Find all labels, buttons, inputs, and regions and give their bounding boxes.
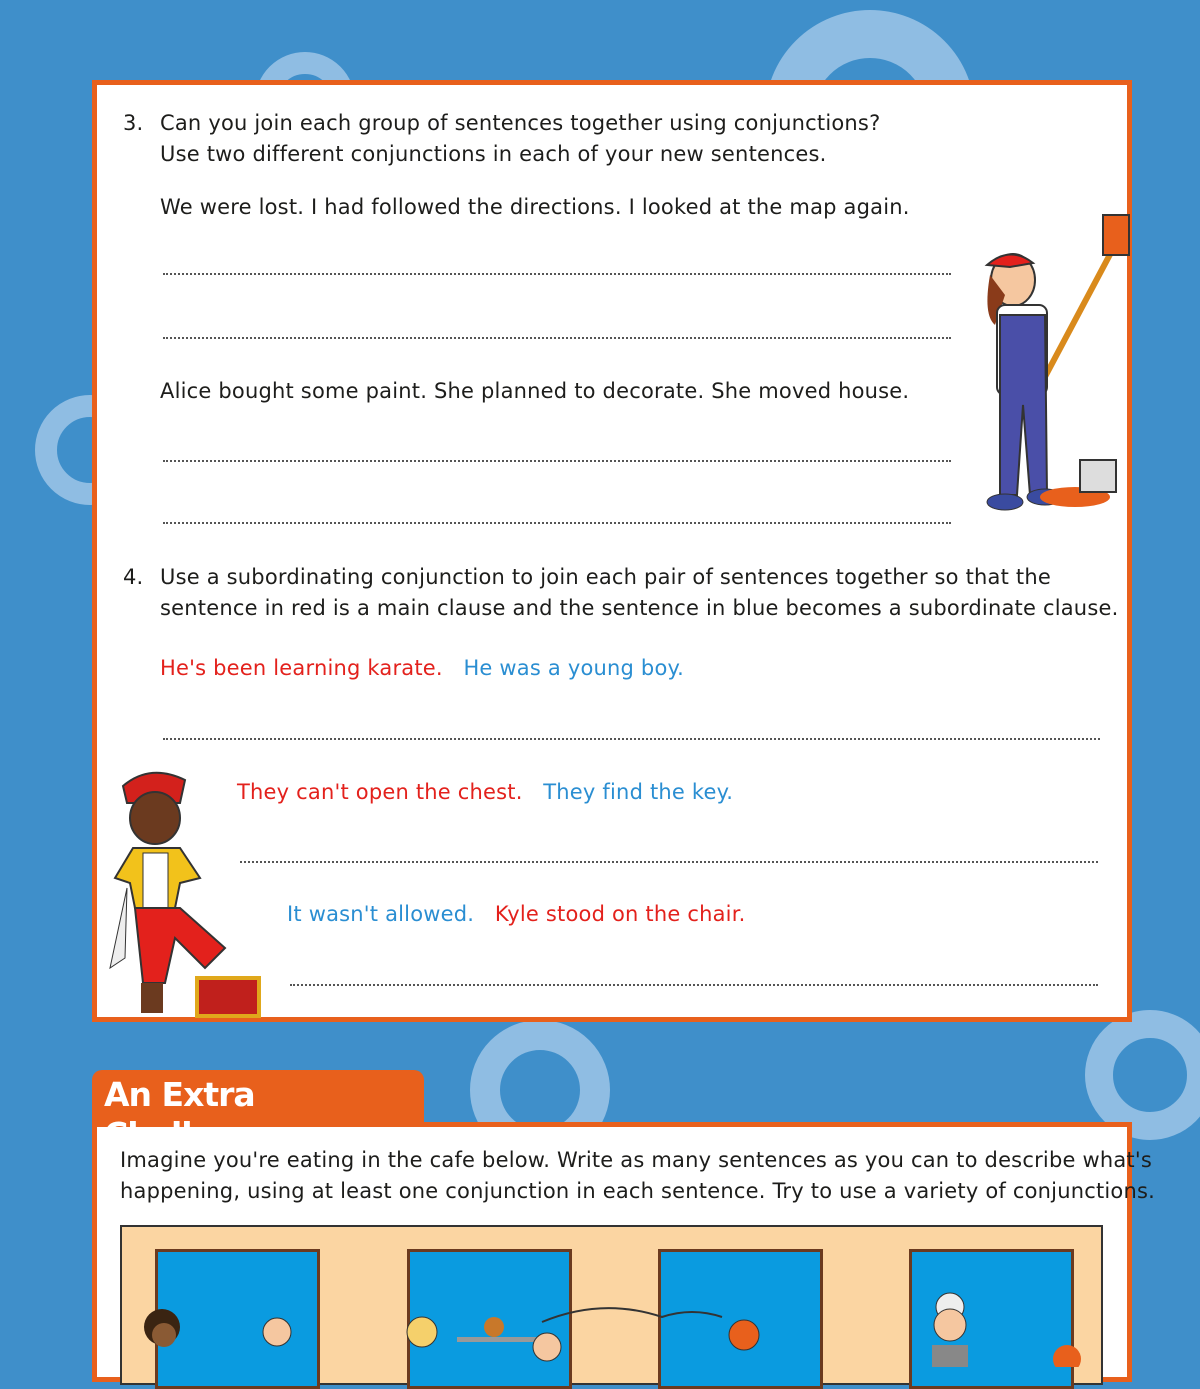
- subordinate-clause: He was a young boy.: [463, 656, 685, 680]
- cafe-characters: [122, 1227, 1105, 1367]
- answer-line[interactable]: [240, 861, 1098, 863]
- extra-challenge-title: An Extra Challenge: [104, 1075, 280, 1154]
- sentence-pair-3: [287, 902, 746, 926]
- sentence-pair-2: [237, 780, 733, 804]
- subordinate-clause: They find the key.: [543, 780, 734, 804]
- painter-illustration: [975, 205, 1130, 535]
- question-4-number: 4.: [123, 565, 144, 589]
- question-4-text: sentence in red is a main clause and the sentence in blue becomes a subordinate clause.: [160, 596, 1119, 620]
- main-clause: Kyle stood on the chair.: [494, 902, 746, 926]
- answer-line[interactable]: [163, 738, 1100, 740]
- question-3-text: Use two different conjunctions in each of your new sentences.: [160, 142, 827, 166]
- main-clause: They can't open the chest.: [237, 780, 523, 804]
- question-4-text: Use a subordinating conjunction to join each pair of sentences together so that the: [160, 565, 1051, 589]
- answer-line[interactable]: [163, 522, 951, 524]
- sentence-group-2: Alice bought some paint. She planned to decorate. She moved house.: [160, 379, 910, 403]
- main-clause: He's been learning karate.: [160, 656, 443, 680]
- extra-challenge-tab: [92, 1070, 424, 1154]
- sentence-group-1: We were lost. I had followed the directions. I looked at the map again.: [160, 195, 910, 219]
- cafe-illustration: [120, 1225, 1103, 1385]
- answer-line[interactable]: [163, 273, 951, 275]
- answer-line[interactable]: [163, 337, 951, 339]
- extra-challenge-text: Imagine you're eating in the cafe below. Write as many sentences as you can to describe what's: [120, 1148, 1152, 1172]
- question-3-number: 3.: [123, 111, 144, 135]
- decorative-arc: [1085, 1010, 1200, 1140]
- answer-line[interactable]: [163, 460, 951, 462]
- answer-line[interactable]: [290, 984, 1098, 986]
- question-3-text: Can you join each group of sentences together using conjunctions?: [160, 111, 881, 135]
- sentence-pair-1: [160, 656, 684, 680]
- pirate-illustration: [105, 768, 265, 1018]
- extra-challenge-text: happening, using at least one conjunction in each sentence. Try to use a variety of conjunctions.: [120, 1179, 1155, 1203]
- subordinate-clause: It wasn't allowed.: [287, 902, 475, 926]
